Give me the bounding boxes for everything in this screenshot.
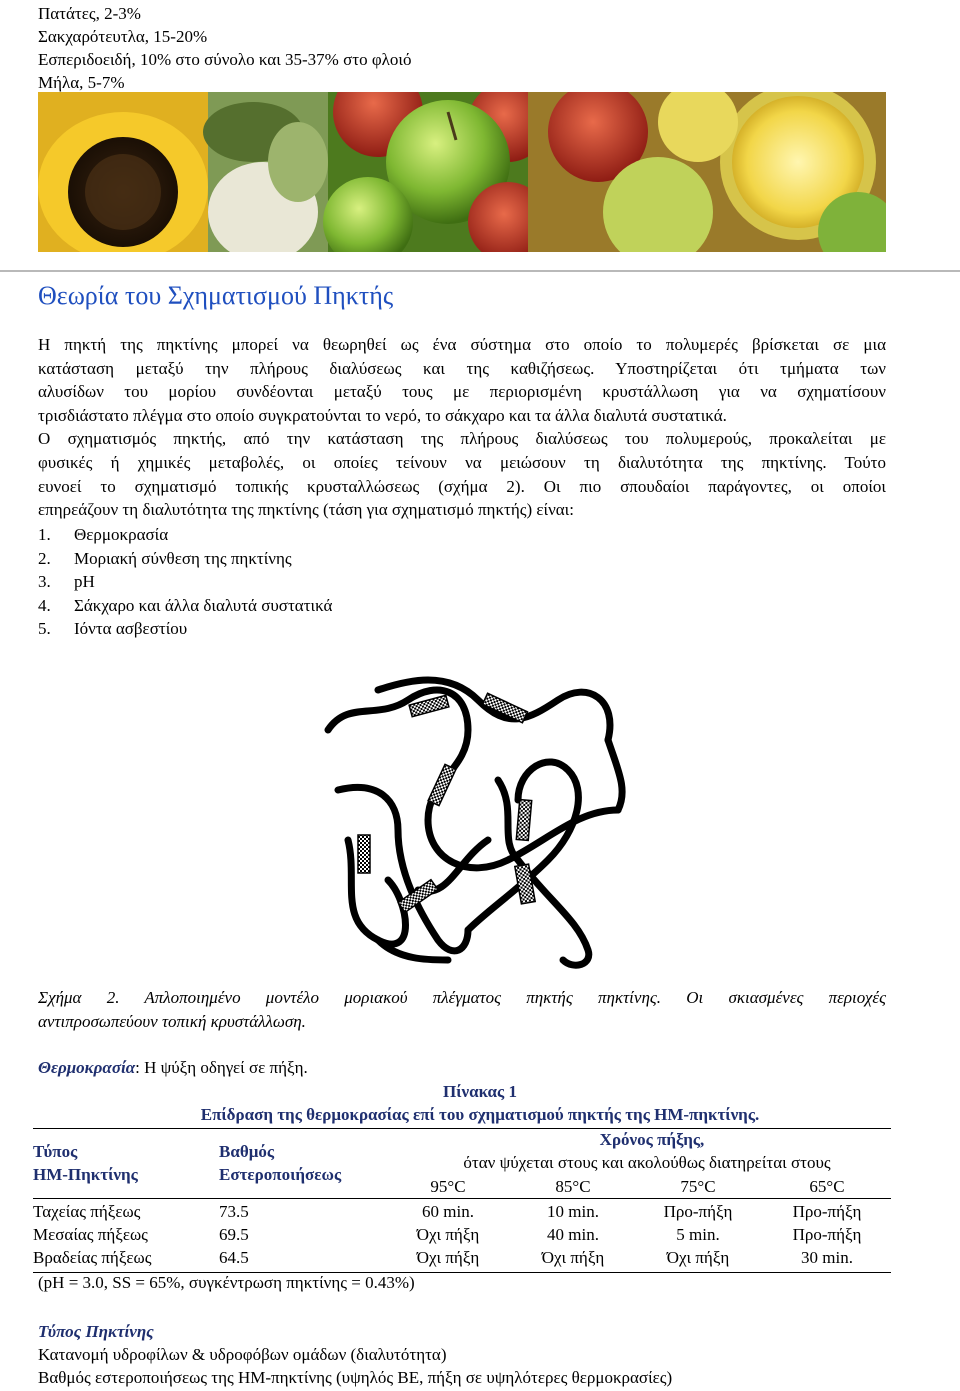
temperature-label: Θερμοκρασία (38, 1058, 136, 1077)
gel-network-diagram (318, 660, 638, 975)
table-note: (pH = 3.0, SS = 65%, συγκέντρωση πηκτίνης = 0.43%) (38, 1273, 415, 1292)
header-degree-1: Βαθμός (219, 1142, 275, 1161)
list-number: 2. (38, 548, 51, 568)
row-cell: Προ-πήξη (792, 1202, 862, 1221)
paragraph-line: κατάσταση μεταξύ την πλήρους διαλύσεως και της καθιζήσεως. Υποστηρίζεται ότι τμήματα των (38, 358, 886, 378)
header-type-2: ΗΜ-Πηκτίνης (33, 1165, 138, 1184)
list-number: 4. (38, 595, 51, 615)
temp-85: 85°C (555, 1177, 591, 1196)
list-text: pH (74, 572, 95, 592)
intro-line-apples: Μήλα, 5-7% (38, 73, 125, 92)
row-type: Ταχείας πήξεως (33, 1202, 141, 1221)
factors-list (38, 523, 332, 641)
pectin-type-title: Τύπος Πηκτίνης (38, 1322, 154, 1341)
row-degree: 64.5 (219, 1248, 249, 1267)
list-text: Ιόντα ασβεστίου (74, 619, 188, 639)
temperature-text: : Η ψύξη οδηγεί σε πήξη. (135, 1058, 308, 1077)
list-item (38, 523, 332, 547)
row-cell: Όχι πήξη (666, 1248, 730, 1267)
pectin-type-line-2: Βαθμός εστεροποιήσεως της ΗΜ-πηκτίνης (υψηλός ΒΕ, πήξη σε υψηλότερες θερμοκρασίες) (38, 1368, 673, 1387)
table-number: Πίνακας 1 (443, 1082, 517, 1101)
pectin-type-line-1: Κατανομή υδροφίλων & υδροφόβων ομάδων (διαλυτότητα) (38, 1345, 447, 1364)
produce-banner-image (38, 92, 886, 252)
list-number: 5. (38, 619, 51, 639)
row-cell: 5 min. (676, 1225, 720, 1244)
row-type: Βραδείας πήξεως (33, 1248, 152, 1267)
list-text: Σάκχαρο και άλλα διαλυτά συστατικά (74, 595, 333, 615)
list-item (38, 570, 332, 594)
list-item (38, 617, 332, 641)
section-heading: Θεωρία του Σχηματισμού Πηκτής (38, 281, 394, 310)
row-cell: 60 min. (422, 1202, 474, 1221)
paragraph-line: Η πηκτή της πηκτίνης μπορεί να θεωρηθεί ως ένα σύστημα στο οποίο το πολυμερές βρίσκεται σε μια (38, 335, 886, 354)
row-cell: Όχι πήξη (416, 1248, 480, 1267)
intro-line-sugarbeet: Σακχαρότευτλα, 15-20% (38, 27, 208, 46)
row-cell: Όχι πήξη (541, 1248, 605, 1267)
header-degree-2: Εστεροποιήσεως (219, 1165, 342, 1184)
paragraph-line: επηρεάζουν τη διαλυτότητα της πηκτίνης (τάση για σχηματισμό πηκτής) είναι: (38, 500, 574, 520)
header-time-sub: όταν ψύχεται στους και ακολούθως διατηρείται στους (463, 1153, 831, 1172)
row-cell: Προ-πήξη (663, 1202, 733, 1221)
list-number: 3. (38, 572, 51, 592)
caption-line: αντιπροσωπεύουν τοπική κρυστάλλωση. (38, 1012, 306, 1031)
list-number: 1. (38, 525, 51, 544)
horizontal-rule (0, 270, 960, 272)
paragraph-line: φυσικές ή χημικές μεταβολές, οι οποίες τείνουν να μειώσουν τη διαλυτότητα της πηκτίνης. Τούτο (38, 452, 886, 472)
list-item (38, 547, 332, 571)
paragraph-line: αλυσίδων του μορίου συνδέονται μεταξύ τους με περιορισμένη κρυστάλλωση για να σχηματίσουν (38, 382, 886, 402)
list-text: Μοριακή σύνθεση της πηκτίνης (74, 548, 292, 568)
row-cell: Όχι πήξη (416, 1225, 480, 1244)
list-text: Θερμοκρασία (74, 525, 169, 544)
temp-75: 75°C (680, 1177, 716, 1196)
header-time: Χρόνος πήξης, (599, 1130, 705, 1149)
row-cell: Προ-πήξη (792, 1225, 862, 1244)
temperature-note (38, 1056, 308, 1080)
intro-line-citrus: Εσπεριδοειδή, 10% στο σύνολο και 35-37% στο φλοιό (38, 50, 412, 69)
temp-65: 65°C (809, 1177, 845, 1196)
list-item (38, 594, 332, 618)
row-cell: 40 min. (547, 1225, 599, 1244)
row-cell: 30 min. (801, 1248, 853, 1267)
caption-line: Σχήμα 2. Απλοποιημένο μοντέλο μοριακού πλέγματος πηκτής πηκτίνης. Οι σκιασμένες περιοχές (38, 988, 886, 1007)
paragraph-line: τρισδιάστατο πλέγμα στο οποίο συγκρατούνται το νερό, το σάκχαρο και τα άλλα διαλυτά συστατικά. (38, 405, 727, 425)
table-title: Επίδραση της θερμοκρασίας επί του σχηματισμού πηκτής της ΗΜ-πηκτίνης. (200, 1105, 760, 1124)
paragraph-line: Ο σχηματισμός πηκτής, από την κατάσταση της πλήρους διαλύσεως του πολυμερούς, προκαλείται με (38, 429, 886, 449)
theory-paragraph (38, 333, 886, 522)
row-degree: 73.5 (219, 1202, 249, 1221)
row-cell: 10 min. (547, 1202, 599, 1221)
row-degree: 69.5 (219, 1225, 249, 1244)
row-type: Μεσαίας πήξεως (33, 1225, 148, 1244)
table-header-rule (33, 1198, 891, 1199)
header-type-1: Τύπος (33, 1142, 78, 1161)
figure-caption (38, 986, 886, 1034)
intro-line-potatoes: Πατάτες, 2-3% (38, 4, 141, 23)
paragraph-line: ευνοεί το σχηματισμό τοπικής κρυσταλλώσεως (σχήμα 2). Οι πιο σπουδαίοι παράγοντες, οι οποίοι (38, 476, 886, 496)
temp-95: 95°C (430, 1177, 466, 1196)
